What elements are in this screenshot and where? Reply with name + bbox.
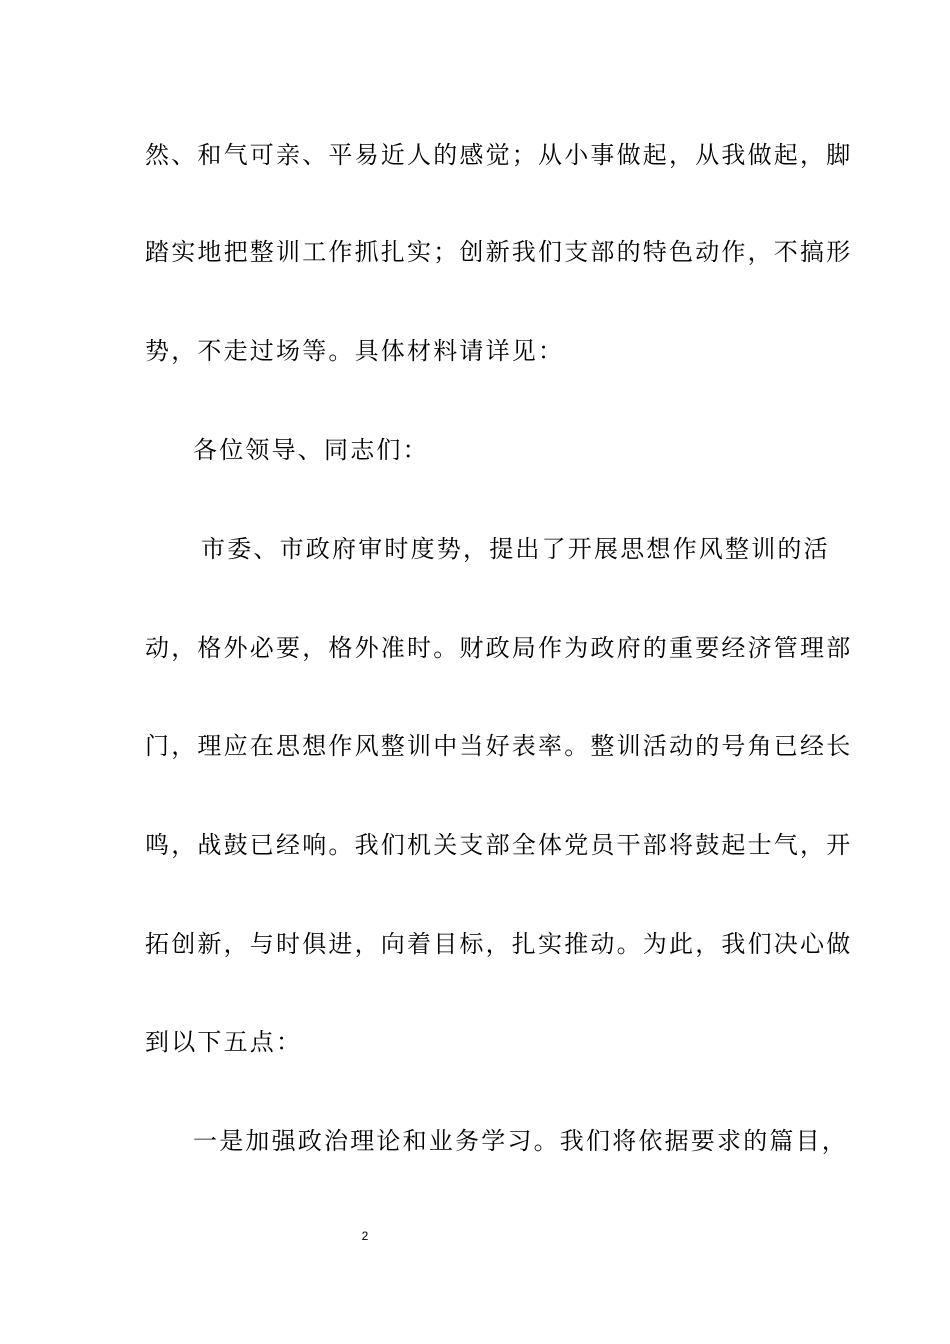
page-number: 2 — [361, 1229, 369, 1243]
text-line: 鸣，战鼓已经响。我们机关支部全体党员干部将鼓起士气，开 — [145, 831, 853, 859]
text-line: 势，不走过场等。具体材料请详见： — [145, 337, 565, 365]
text-line: 动，格外必要，格外准时。财政局作为政府的重要经济管理部 — [145, 634, 853, 662]
text-line: 门，理应在思想作风整训中当好表率。整训活动的号角已经长 — [145, 732, 853, 760]
text-line: 到以下五点： — [145, 1028, 303, 1056]
paragraph-start: 市委、市政府审时度势，提出了开展思想作风整训的活 — [201, 535, 830, 563]
salutation: 各位领导、同志们： — [193, 436, 429, 464]
text-line: 踏实地把整训工作抓扎实；创新我们支部的特色动作，不搞形 — [145, 238, 853, 266]
text-line: 拓创新，与时俱进，向着目标，扎实推动。为此，我们决心做 — [145, 930, 853, 958]
text-line: 然、和气可亲、平易近人的感觉；从小事做起，从我做起，脚 — [145, 141, 853, 169]
paragraph-start: 一是加强政治理论和业务学习。我们将依据要求的篇目， — [193, 1127, 848, 1155]
